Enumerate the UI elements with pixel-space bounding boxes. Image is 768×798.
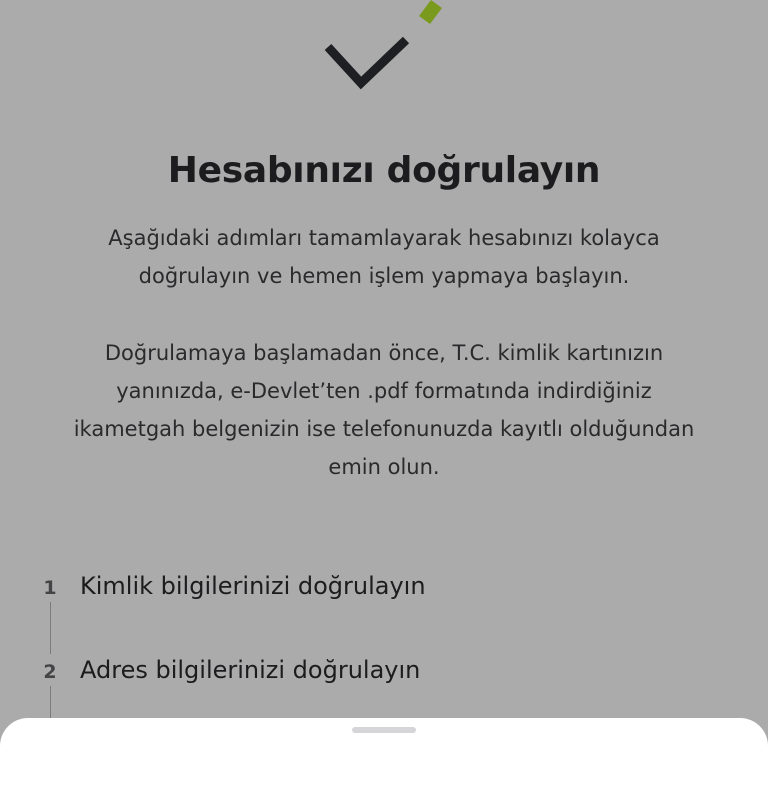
intro-paragraph: Aşağıdaki adımları tamamlayarak hesabınızı kolayca doğrulayın ve hemen işlem yapmaya başlayın. [108, 226, 660, 288]
bottom-sheet[interactable] [0, 718, 768, 798]
check-mark [328, 40, 406, 83]
step-label: Adres bilgilerinizi doğrulayın [80, 656, 421, 684]
step-number: 2 [43, 661, 57, 683]
step-address[interactable] [0, 648, 768, 698]
sheet-drag-handle[interactable] [352, 727, 416, 733]
accent-mark [419, 0, 442, 24]
step-identity[interactable] [0, 564, 768, 614]
step-connector [50, 602, 51, 654]
requirements-paragraph: Doğrulamaya başlamadan önce, T.C. kimlik kartınızın yanınızda, e-Devlet’ten .pdf formatında indirdiğiniz ikametgah belgenizin ise telefonunuzda kayıtlı olduğundan emin olun. [73, 341, 695, 479]
step-number: 1 [43, 577, 57, 599]
step-label: Kimlik bilgilerinizi doğrulayın [80, 572, 426, 600]
page-title: Hesabınızı doğrulayın [167, 150, 601, 191]
check-icon [320, 0, 450, 96]
